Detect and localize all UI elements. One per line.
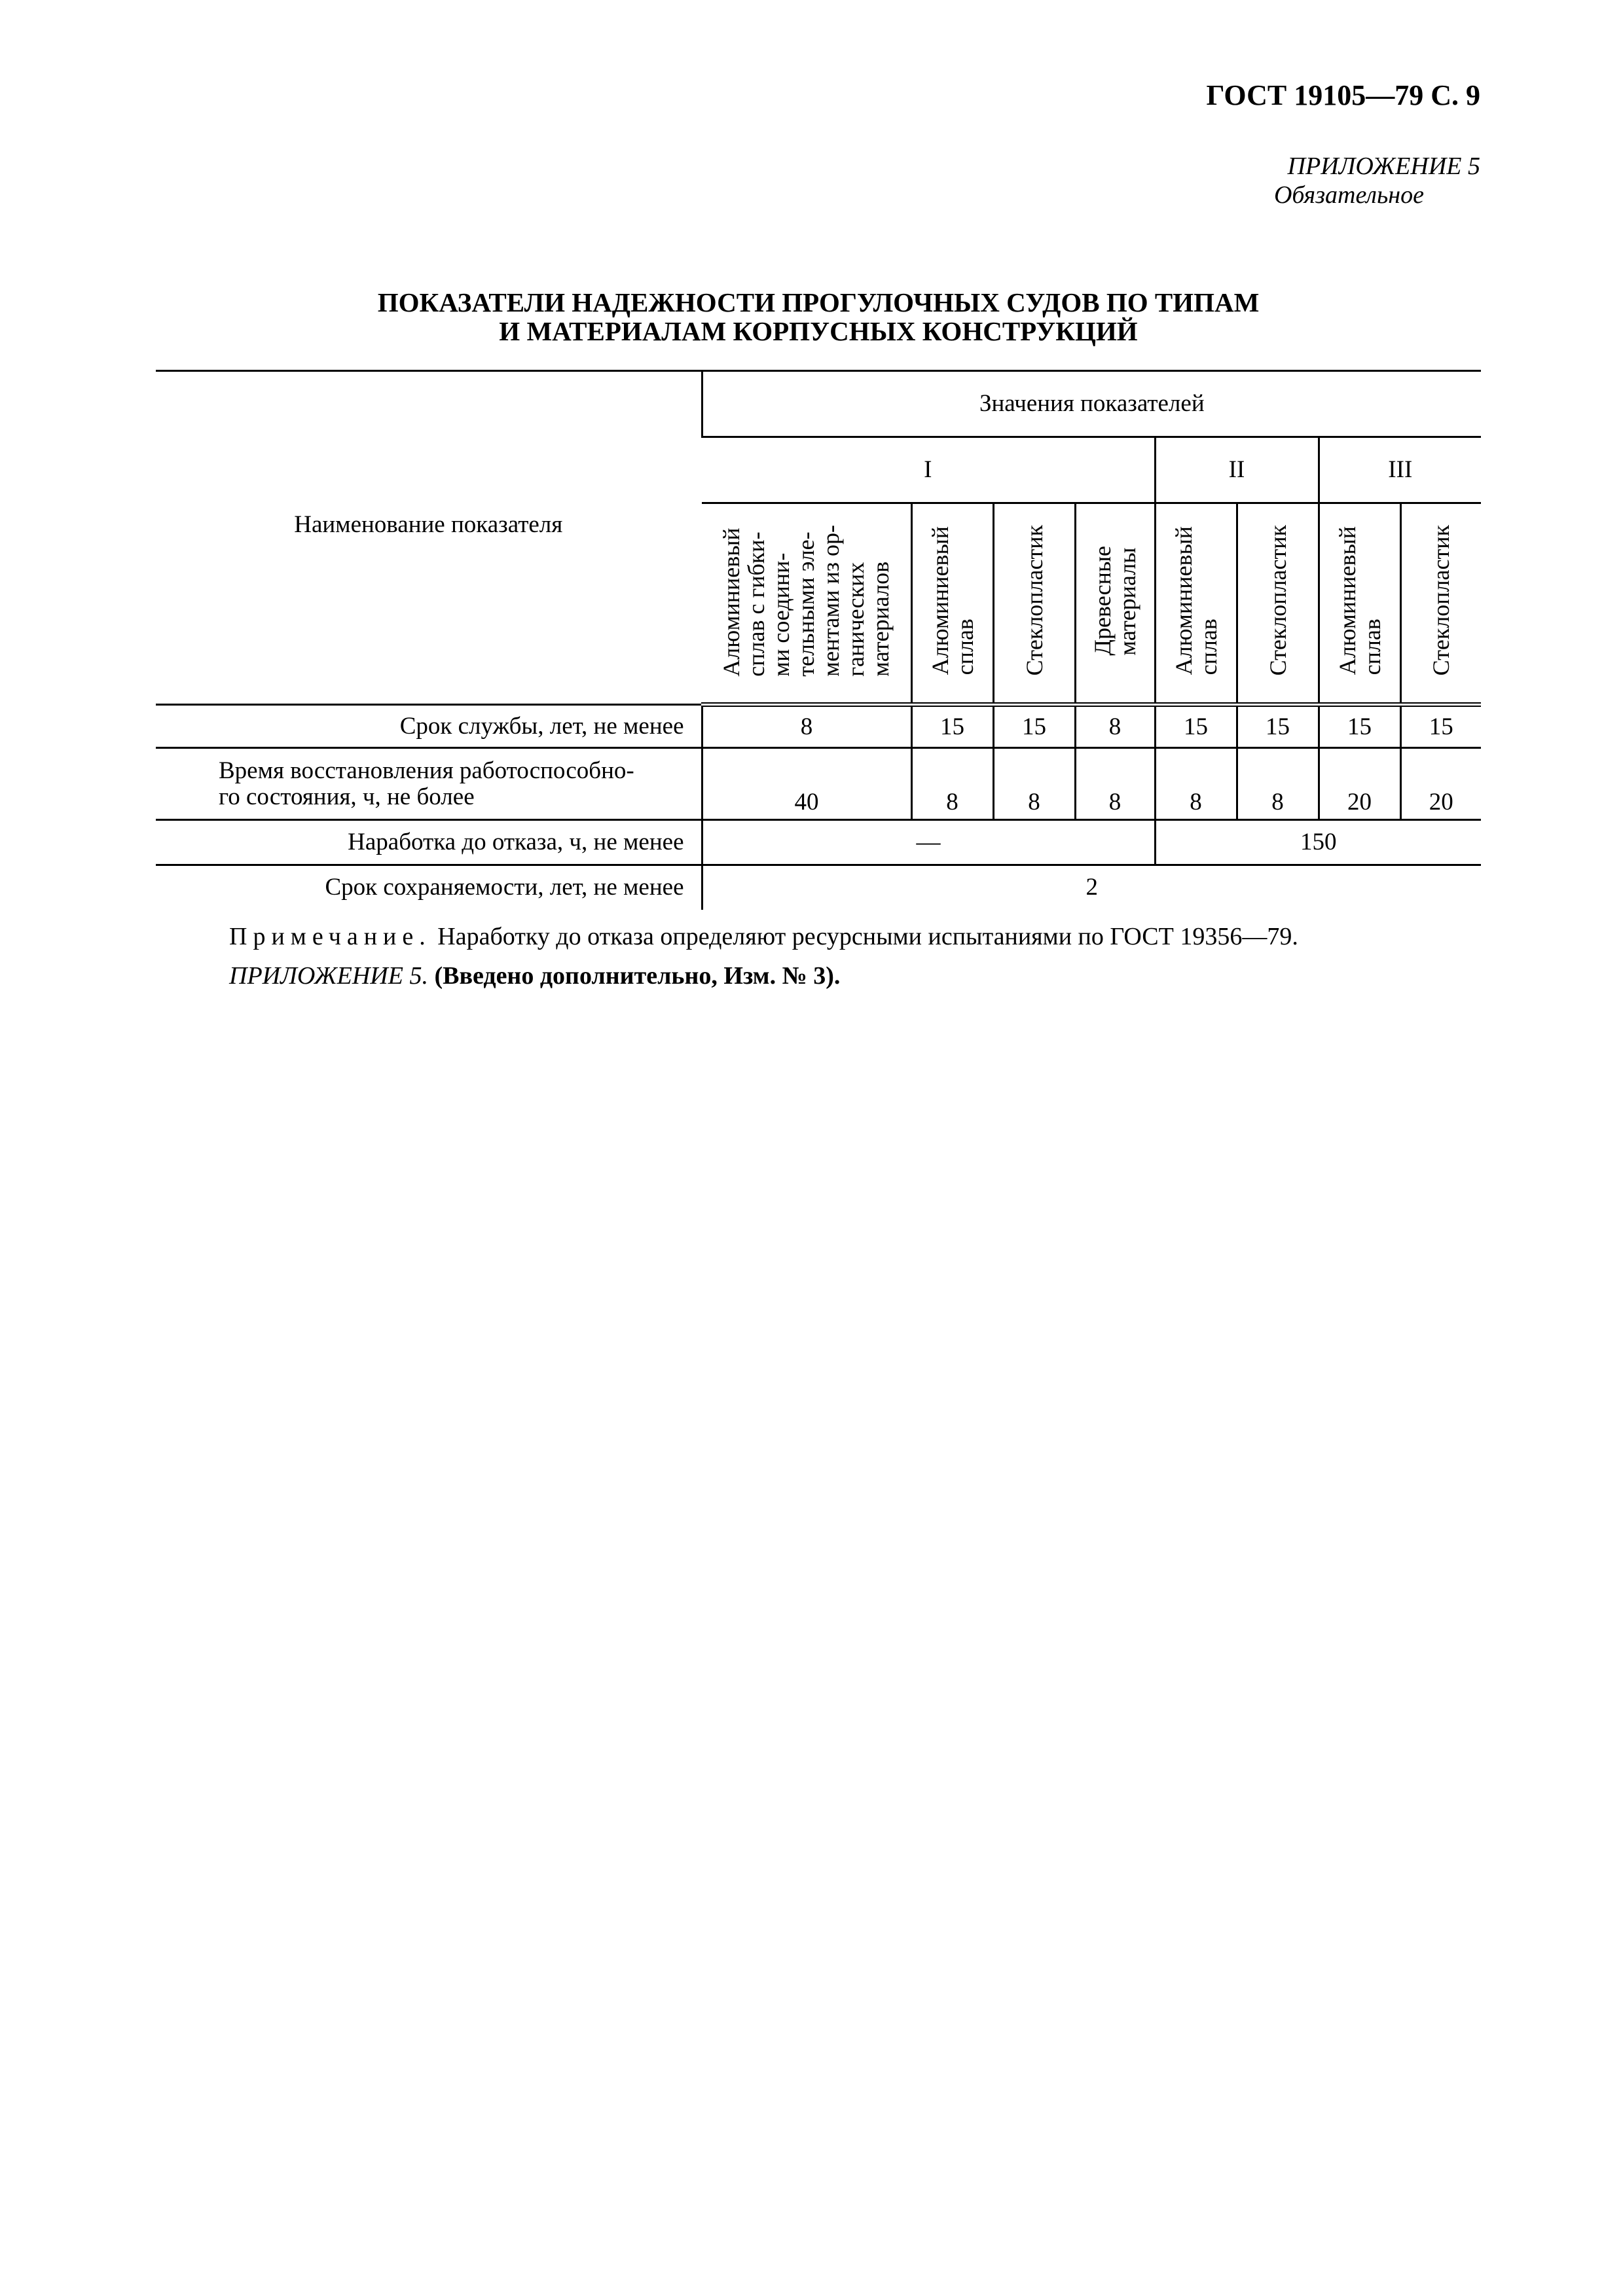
note-text: Наработку до отказа определяют ресурсными испытаниями по ГОСТ 19356—79. [431, 923, 1298, 950]
cell-value: 2 [702, 865, 1481, 910]
cell-value: 8 [1075, 748, 1155, 820]
cell-value: 8 [1155, 748, 1237, 820]
row-name: Время восстановления работоспособно- го состояния, ч, не более [156, 748, 702, 820]
cell-value: 8 [1075, 705, 1155, 748]
table-row [156, 748, 1481, 820]
amendment-ref: ПРИЛОЖЕНИЕ 5. [229, 962, 428, 990]
cell-value: 15 [1155, 705, 1237, 748]
appendix-block [1274, 152, 1480, 209]
cell-value: — [702, 820, 1155, 865]
cell-value: 8 [702, 705, 911, 748]
header-group-3: III [1319, 437, 1481, 503]
row-name: Наработка до отказа, ч, не менее [156, 820, 702, 865]
column-header: Стеклопластик [1400, 503, 1481, 705]
table-row [156, 865, 1481, 910]
cell-value: 15 [1237, 705, 1319, 748]
cell-value: 15 [911, 705, 993, 748]
column-header: Алюминиевый сплав с гибки- ми соедини- тельными эле- ментами из ор- ганических материалов [702, 503, 911, 705]
row-name: Срок сохраняемости, лет, не менее [325, 874, 684, 901]
column-header: Стеклопластик [1237, 503, 1319, 705]
title-line-1: ПОКАЗАТЕЛИ НАДЕЖНОСТИ ПРОГУЛОЧНЫХ СУДОВ ПО ТИПАМ [377, 287, 1260, 317]
page-title [156, 288, 1481, 346]
cell-value: 40 [702, 748, 911, 820]
cell-value: 15 [1319, 705, 1400, 748]
appendix-label: ПРИЛОЖЕНИЕ 5 [1287, 152, 1480, 180]
table-row [156, 820, 1481, 865]
header-values: Значения показателей [702, 371, 1481, 437]
header-group-1: I [702, 437, 1155, 503]
row-name: Срок службы, лет, не менее [156, 705, 702, 748]
table-row [156, 705, 1481, 748]
note-label: Примечание. [229, 923, 431, 950]
amendment-text: (Введено дополнительно, Изм. № 3). [428, 962, 841, 990]
cell-value: 20 [1319, 748, 1400, 820]
cell-value: 8 [911, 748, 993, 820]
cell-value: 150 [1155, 820, 1481, 865]
column-header: Алюминиевый сплав [1155, 503, 1237, 705]
cell-value: 15 [1400, 705, 1481, 748]
appendix-status: Обязательное [1273, 181, 1424, 209]
cell-value: 20 [1400, 748, 1481, 820]
column-header: Стеклопластик [993, 503, 1075, 705]
column-header: Алюминиевый сплав [911, 503, 993, 705]
header-group-2: II [1155, 437, 1319, 503]
cell-value: 8 [1237, 748, 1319, 820]
cell-value: 8 [993, 748, 1075, 820]
cell-value: 15 [993, 705, 1075, 748]
table-note [229, 922, 1298, 952]
header-indicator-name: Наименование показателя [156, 371, 702, 705]
column-header: Алюминиевый сплав [1319, 503, 1400, 705]
column-header: Древесные материалы [1075, 503, 1155, 705]
document-reference: ГОСТ 19105—79 С. 9 [1206, 79, 1480, 111]
amendment-note [229, 961, 840, 991]
reliability-table [156, 370, 1481, 910]
title-line-2: И МАТЕРИАЛАМ КОРПУСНЫХ КОНСТРУКЦИЙ [499, 316, 1138, 346]
